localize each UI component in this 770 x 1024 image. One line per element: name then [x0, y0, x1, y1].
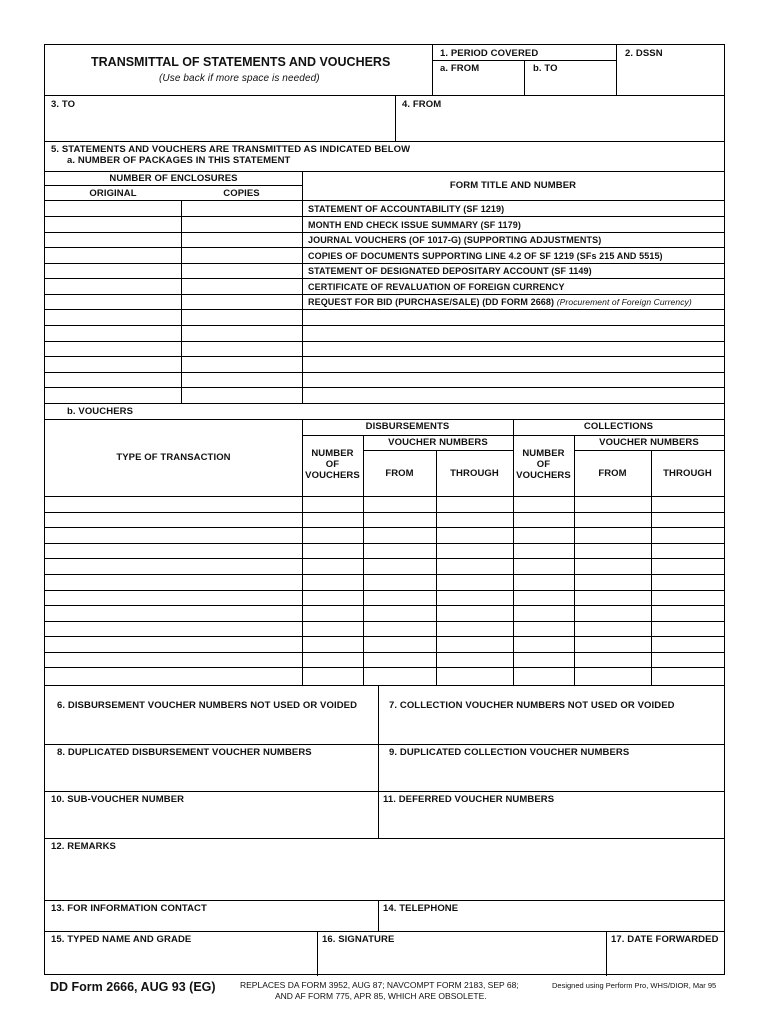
disb-number-of-vouchers-header: [302, 448, 363, 481]
period-from-label: a. FROM: [440, 63, 480, 74]
field-10-input[interactable]: [47, 806, 377, 837]
header-line: NUMBER: [522, 448, 565, 459]
original-header: ORIGINAL: [89, 188, 137, 199]
form-identifier: DD Form 2666, AUG 93 (EG): [50, 980, 216, 994]
replaces-note-line-1: REPLACES DA FORM 3952, AUG 87; NAVCOMPT FORM 2183, SEP 68;: [240, 980, 519, 990]
field-7-input[interactable]: [380, 713, 723, 743]
field-8-label: 8. DUPLICATED DISBURSEMENT VOUCHER NUMBERS: [57, 747, 312, 758]
form-title-row: CERTIFICATE OF REVALUATION OF FOREIGN CURRENCY: [308, 282, 565, 292]
field-10-label: 10. SUB-VOUCHER NUMBER: [51, 794, 185, 805]
form-title-row: MONTH END CHECK ISSUE SUMMARY (SF 1179): [308, 220, 521, 230]
field-11-label: 11. DEFERRED VOUCHER NUMBERS: [383, 794, 555, 805]
designed-note: Designed using Perform Pro, WHS/DIOR, Mar 95: [552, 981, 717, 990]
section-5b-label: b. VOUCHERS: [67, 406, 134, 417]
field-15-label: 15. TYPED NAME AND GRADE: [51, 934, 192, 945]
coll-through-header: THROUGH: [663, 468, 712, 479]
replaces-note-line-2: AND AF FORM 775, APR 85, WHICH ARE OBSOLETE.: [275, 991, 487, 1001]
from-label: 4. FROM: [402, 99, 442, 110]
collections-header: COLLECTIONS: [583, 421, 654, 432]
dssn-field[interactable]: [618, 61, 722, 93]
field-12-label: 12. REMARKS: [51, 841, 116, 852]
disbursements-header: DISBURSEMENTS: [365, 421, 450, 432]
header-line: OF: [536, 459, 551, 470]
from-field[interactable]: [397, 111, 723, 139]
transmittal-form: [44, 44, 725, 975]
field-7-label: 7. COLLECTION VOUCHER NUMBERS NOT USED OR VOIDED: [389, 700, 675, 711]
form-title-number-header: FORM TITLE AND NUMBER: [449, 180, 577, 191]
enclosures-header: NUMBER OF ENCLOSURES: [109, 173, 238, 184]
form-title: TRANSMITTAL OF STATEMENTS AND VOUCHERS: [91, 55, 391, 69]
field-16-label: 16. SIGNATURE: [322, 934, 395, 945]
field-14-label: 14. TELEPHONE: [383, 903, 459, 914]
header-line: VOUCHERS: [516, 470, 571, 481]
header-line: VOUCHERS: [305, 470, 360, 481]
form-title-note: (Procurement of Foreign Currency): [556, 297, 692, 307]
field-6-input[interactable]: [47, 713, 377, 743]
disb-voucher-numbers-header: VOUCHER NUMBERS: [388, 437, 488, 448]
form-subtitle: (Use back if more space is needed): [159, 73, 320, 84]
coll-voucher-numbers-header: VOUCHER NUMBERS: [599, 437, 699, 448]
form-title-row: STATEMENT OF ACCOUNTABILITY (SF 1219): [308, 204, 505, 214]
coll-from-header: FROM: [598, 468, 627, 479]
signature-input[interactable]: [319, 946, 604, 974]
disb-through-header: THROUGH: [450, 468, 499, 479]
header-line: NUMBER: [311, 448, 354, 459]
type-of-transaction-header: TYPE OF TRANSACTION: [116, 452, 231, 463]
form-title-row: COPIES OF DOCUMENTS SUPPORTING LINE 4.2 OF SF 1219 (SFs 215 AND 5515): [308, 251, 663, 261]
form-title-text: REQUEST FOR BID (PURCHASE/SALE) (DD FORM 2668): [308, 297, 555, 307]
period-covered-label: 1. PERIOD COVERED: [440, 48, 539, 59]
header-line: OF: [325, 459, 340, 470]
date-forwarded-input[interactable]: [608, 946, 723, 974]
to-label: 3. TO: [51, 99, 76, 110]
form-title-row: [308, 297, 692, 307]
section-5-label: 5. STATEMENTS AND VOUCHERS ARE TRANSMITTED AS INDICATED BELOW: [51, 144, 411, 155]
disb-from-header: FROM: [385, 468, 414, 479]
form-title-row: JOURNAL VOUCHERS (OF 1017-G) (SUPPORTING ADJUSTMENTS): [308, 235, 602, 245]
copies-header: COPIES: [223, 188, 260, 199]
dssn-label: 2. DSSN: [625, 48, 663, 59]
telephone-input[interactable]: [380, 915, 723, 930]
period-to-label: b. TO: [533, 63, 558, 74]
coll-number-of-vouchers-header: [513, 448, 574, 481]
field-17-label: 17. DATE FORWARDED: [611, 934, 719, 945]
section-5a-label: a. NUMBER OF PACKAGES IN THIS STATEMENT: [67, 155, 291, 166]
period-to-field[interactable]: [526, 76, 614, 93]
field-6-label: 6. DISBURSEMENT VOUCHER NUMBERS NOT USED OR VOIDED: [57, 700, 358, 711]
field-8-input[interactable]: [47, 760, 377, 790]
typed-name-input[interactable]: [47, 946, 315, 974]
field-9-input[interactable]: [380, 760, 723, 790]
remarks-input[interactable]: [47, 854, 723, 899]
contact-input[interactable]: [47, 915, 377, 930]
period-from-field[interactable]: [434, 76, 522, 93]
field-11-input[interactable]: [380, 806, 723, 837]
form-title-row: STATEMENT OF DESIGNATED DEPOSITARY ACCOUNT (SF 1149): [308, 266, 592, 276]
field-13-label: 13. FOR INFORMATION CONTACT: [51, 903, 207, 914]
to-field[interactable]: [47, 111, 393, 139]
field-9-label: 9. DUPLICATED COLLECTION VOUCHER NUMBERS: [389, 747, 630, 758]
